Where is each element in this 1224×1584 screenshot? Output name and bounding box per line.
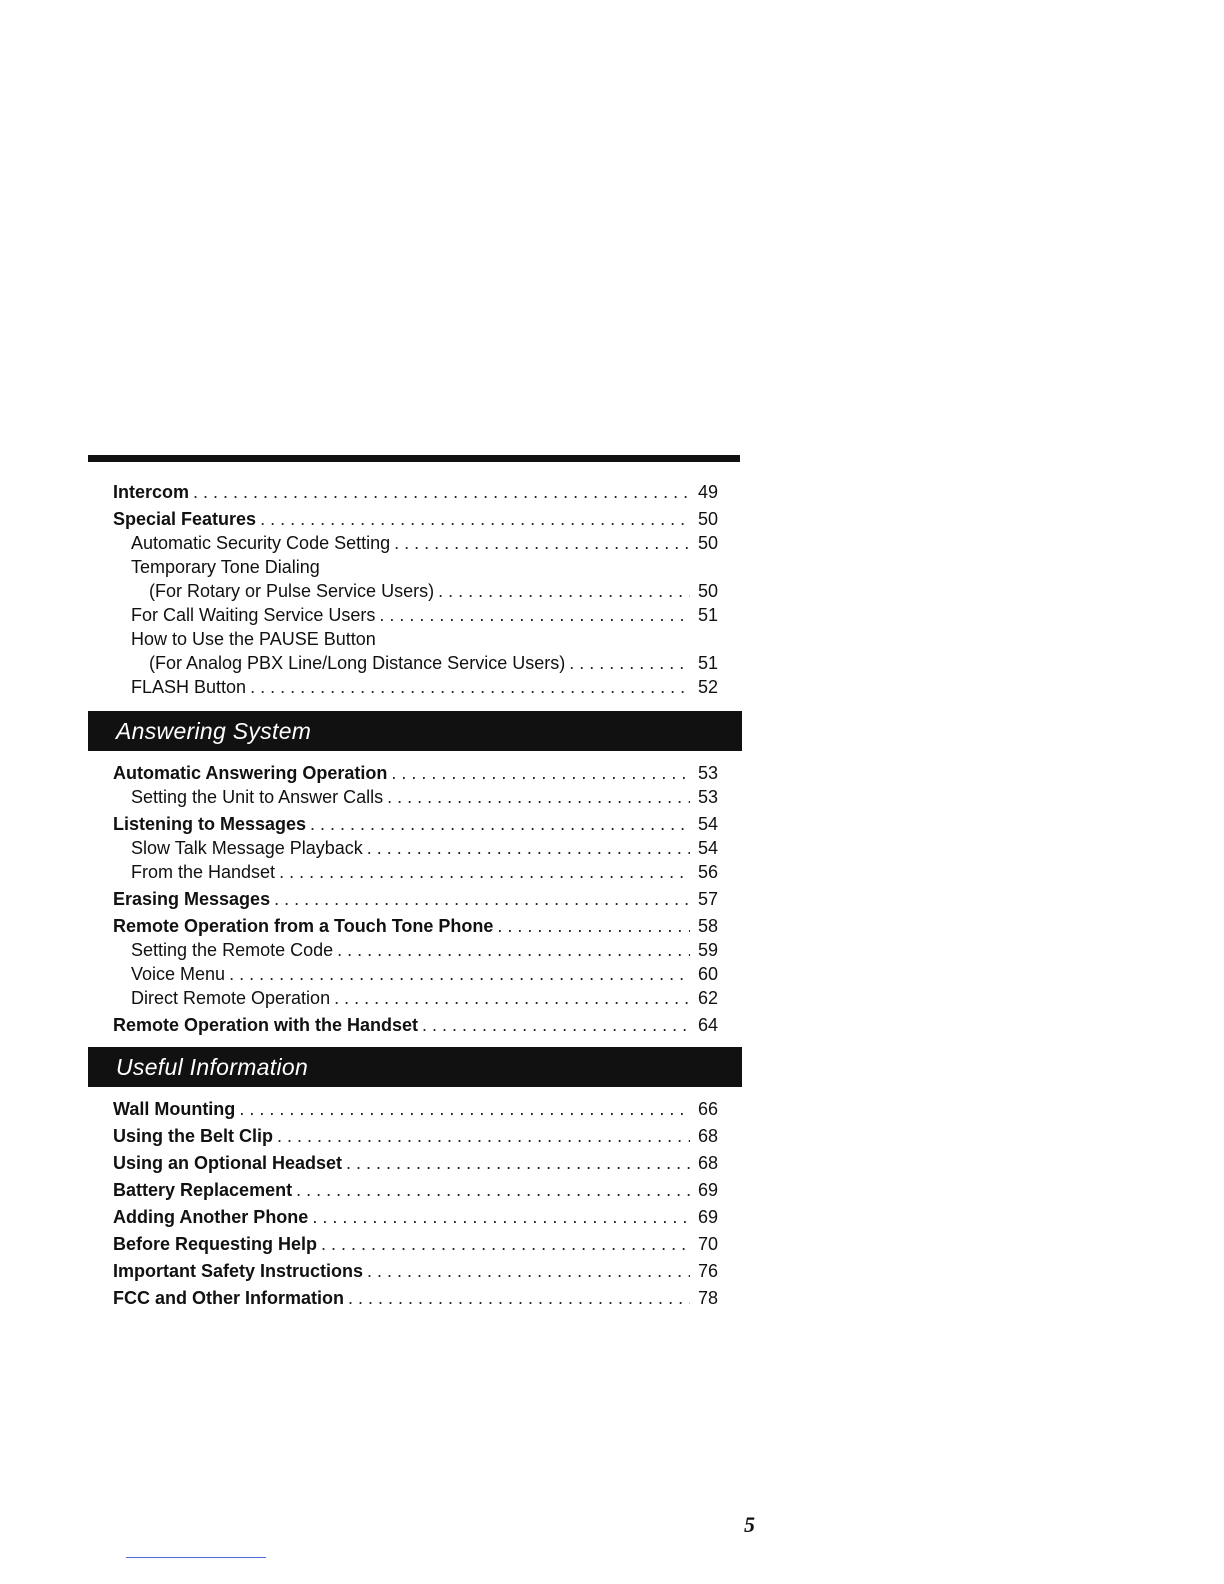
dot-leader (250, 675, 690, 699)
toc-entry-label: FLASH Button (131, 677, 247, 697)
toc-entry-page: 68 (697, 1126, 718, 1146)
toc-entry-page: 56 (697, 862, 718, 882)
top-rule (88, 455, 740, 462)
toc-entry-label: (For Rotary or Pulse Service Users) (149, 581, 435, 601)
toc-entry (113, 675, 718, 699)
toc-entry-label: Erasing Messages (113, 889, 271, 909)
toc-entry (113, 812, 718, 836)
toc-entry-page: 54 (697, 838, 718, 858)
dot-leader (296, 1178, 690, 1202)
toc-entry-label: Wall Mounting (113, 1099, 236, 1119)
toc-entry-label: Important Safety Instructions (113, 1261, 364, 1281)
dot-leader (497, 914, 690, 938)
toc-entry-label: Adding Another Phone (113, 1207, 309, 1227)
toc-entry-label: Using the Belt Clip (113, 1126, 274, 1146)
toc-entry (113, 1151, 718, 1175)
toc-entry-page: 50 (697, 581, 718, 601)
dot-leader (387, 785, 690, 809)
dot-leader (229, 962, 690, 986)
toc-entry-label: Setting the Unit to Answer Calls (131, 787, 384, 807)
dot-leader (391, 761, 690, 785)
toc-entry (113, 1259, 718, 1283)
toc-entry (113, 1232, 718, 1256)
dot-leader (337, 938, 690, 962)
toc-entry-label: Voice Menu (131, 964, 226, 984)
toc-entry-page: 54 (697, 814, 718, 834)
section-header-answering-system: Answering System (88, 711, 742, 751)
dot-leader (260, 507, 690, 531)
toc-entry-label: Using an Optional Headset (113, 1153, 343, 1173)
toc-entry (113, 1013, 718, 1037)
toc-entry-page: 76 (697, 1261, 718, 1281)
toc-entry-page: 58 (697, 916, 718, 936)
toc-entry-label: Direct Remote Operation (131, 988, 331, 1008)
dot-leader (569, 651, 690, 675)
toc-entry (113, 1205, 718, 1229)
dot-leader (379, 603, 690, 627)
dot-leader (334, 986, 690, 1010)
toc-entry-page: 78 (697, 1288, 718, 1308)
toc-entry (113, 938, 718, 962)
dot-leader (312, 1205, 690, 1229)
toc-entry (113, 962, 718, 986)
toc-entry-label: FCC and Other Information (113, 1288, 344, 1308)
toc-entry-page: 49 (697, 482, 718, 502)
toc-entry-label: Slow Talk Message Playback (131, 838, 363, 858)
toc-entry-page: 70 (697, 1234, 718, 1254)
toc-entry-page: 69 (697, 1180, 718, 1200)
toc-entry (113, 785, 718, 809)
section-header-useful-information: Useful Information (88, 1047, 742, 1087)
toc-entry-page: 62 (697, 988, 718, 1008)
toc-entry-page: 51 (697, 653, 718, 673)
toc-entry-page: 53 (697, 763, 718, 783)
toc-section-features (113, 480, 718, 699)
dot-leader (277, 1124, 690, 1148)
toc-section-answering-system (113, 761, 718, 1037)
toc-entry-label: Listening to Messages (113, 814, 307, 834)
toc-entry-page: 68 (697, 1153, 718, 1173)
toc-entry-label: Remote Operation with the Handset (113, 1015, 419, 1035)
dot-leader (348, 1286, 690, 1310)
toc-entry-label: Intercom (113, 482, 190, 502)
toc-entry-page: 59 (697, 940, 718, 960)
toc-entry (113, 480, 718, 504)
dot-leader (193, 480, 690, 504)
dot-leader (367, 836, 690, 860)
page-number: 5 (744, 1512, 755, 1537)
toc-entry-page: 64 (697, 1015, 718, 1035)
toc-entry-page: 52 (697, 677, 718, 697)
toc-entry-page: 51 (697, 605, 718, 625)
toc-entry (113, 1286, 718, 1310)
toc-entry-label: Automatic Answering Operation (113, 763, 388, 783)
toc-entry (113, 761, 718, 785)
toc-entry-label: (For Analog PBX Line/Long Distance Service Users) (149, 653, 566, 673)
toc-entry-page: 60 (697, 964, 718, 984)
dot-leader (321, 1232, 690, 1256)
toc-entry-label: How to Use the PAUSE Button (131, 629, 376, 649)
toc-entry-label: Setting the Remote Code (131, 940, 334, 960)
toc-section-useful-information (113, 1097, 718, 1310)
toc-entry (113, 860, 718, 884)
toc-entry (113, 836, 718, 860)
toc-entry-label: From the Handset (131, 862, 276, 882)
footer-line (126, 1557, 266, 1558)
toc-entry-label: For Call Waiting Service Users (131, 605, 376, 625)
toc-entry (113, 1097, 718, 1121)
toc-entry-label: Before Requesting Help (113, 1234, 318, 1254)
dot-leader (422, 1013, 690, 1037)
dot-leader (394, 531, 690, 555)
toc-entry (113, 555, 718, 579)
toc-entry (113, 531, 718, 555)
toc-entry (113, 986, 718, 1010)
toc-entry (113, 887, 718, 911)
toc-entry (113, 914, 718, 938)
toc-entry (113, 1124, 718, 1148)
toc-entry (113, 1178, 718, 1202)
dot-leader (239, 1097, 690, 1121)
toc-entry-label: Special Features (113, 509, 257, 529)
toc-entry-page: 50 (697, 509, 718, 529)
toc-entry-page: 66 (697, 1099, 718, 1119)
toc-entry (113, 579, 718, 603)
toc-entry-page: 50 (697, 533, 718, 553)
toc-entry-label: Battery Replacement (113, 1180, 293, 1200)
toc-entry (113, 651, 718, 675)
dot-leader (274, 887, 690, 911)
toc-entry-page: 57 (697, 889, 718, 909)
toc-entry (113, 507, 718, 531)
dot-leader (367, 1259, 690, 1283)
toc-entry-page: 69 (697, 1207, 718, 1227)
toc-entry-page: 53 (697, 787, 718, 807)
toc-entry-label: Remote Operation from a Touch Tone Phone (113, 916, 494, 936)
dot-leader (310, 812, 690, 836)
toc-entry (113, 627, 718, 651)
toc-entry-label: Automatic Security Code Setting (131, 533, 391, 553)
dot-leader (346, 1151, 690, 1175)
toc-entry-label: Temporary Tone Dialing (131, 557, 320, 577)
dot-leader (279, 860, 690, 884)
toc-entry (113, 603, 718, 627)
dot-leader (438, 579, 690, 603)
